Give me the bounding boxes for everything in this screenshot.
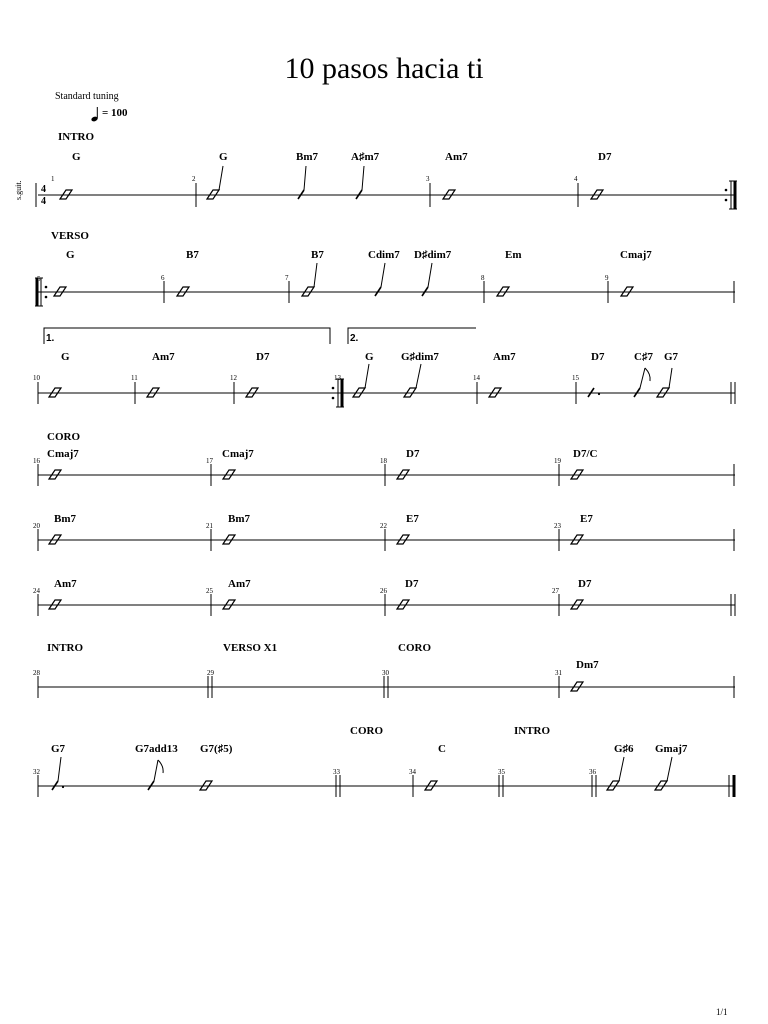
- chord-symbol: G7: [51, 743, 66, 755]
- chord-symbol: D7: [598, 151, 612, 163]
- system-3: [33, 328, 735, 407]
- chord-symbol: G7(♯5): [200, 743, 233, 755]
- volta-number: 1.: [46, 333, 55, 344]
- section-label: CORO: [398, 642, 431, 654]
- chord-symbol: C: [438, 743, 446, 755]
- bar-number: 36: [589, 768, 596, 776]
- chord-symbol: Am7: [493, 351, 516, 363]
- bar-number: 21: [206, 522, 213, 530]
- chord-symbol: D7: [406, 448, 420, 460]
- rhythm-slashes: [60, 166, 603, 199]
- tempo-marking: = 100: [102, 107, 128, 119]
- chord-symbol: Cmaj7: [47, 448, 79, 460]
- section-label: VERSO X1: [223, 642, 278, 654]
- chord-symbol: G: [219, 151, 228, 163]
- chord-symbol: G7: [664, 351, 679, 363]
- chord-symbol: Am7: [152, 351, 175, 363]
- bar-number: 17: [206, 457, 213, 465]
- chord-symbol: Cmaj7: [620, 249, 652, 261]
- bar-number: 10: [33, 374, 40, 382]
- chord-symbol: B7: [186, 249, 199, 261]
- rhythm-slashes: [52, 757, 672, 790]
- section-label: INTRO: [47, 642, 84, 654]
- chord-symbol: G♯6: [614, 743, 634, 755]
- time-signature-bottom: 4: [41, 196, 46, 207]
- system-1: [36, 131, 737, 209]
- rhythm-slashes: [54, 263, 633, 296]
- bar-number: 16: [33, 457, 40, 465]
- bar-number: 3: [426, 175, 430, 183]
- bar-number: 32: [33, 768, 40, 776]
- chord-symbol: A♯m7: [351, 151, 380, 163]
- chord-symbol: E7: [580, 513, 593, 525]
- bar-number: 9: [605, 274, 609, 282]
- bar-number: 11: [131, 374, 138, 382]
- bar-number: 14: [473, 374, 480, 382]
- volta-bracket-2: [348, 328, 476, 344]
- bar-number: 23: [554, 522, 561, 530]
- repeat-dot: [45, 296, 48, 299]
- chord-symbol: E7: [406, 513, 419, 525]
- repeat-dot: [725, 189, 728, 192]
- chord-symbol: G7add13: [135, 743, 178, 755]
- system-2: [35, 230, 735, 306]
- bar-number: 5: [37, 275, 41, 283]
- system-8: [33, 725, 735, 797]
- chord-symbol: D7: [256, 351, 270, 363]
- repeat-dot: [332, 397, 335, 400]
- bar-number: 20: [33, 522, 40, 530]
- section-label: INTRO: [58, 131, 95, 143]
- chord-symbol: D♯dim7: [414, 249, 452, 261]
- bar-number: 15: [572, 374, 579, 382]
- bar-number: 27: [552, 587, 559, 595]
- instrument-label: s.guit.: [14, 180, 23, 200]
- chord-symbol: D7: [591, 351, 605, 363]
- chord-symbol: Bm7: [54, 513, 76, 525]
- chord-symbol: Am7: [445, 151, 468, 163]
- bar-number: 31: [555, 669, 562, 677]
- bar-number: 18: [380, 457, 387, 465]
- bar-number: 24: [33, 587, 40, 595]
- repeat-dot: [45, 286, 48, 289]
- chord-symbol: Cmaj7: [222, 448, 254, 460]
- volta-bracket-1: [44, 328, 330, 344]
- bar-number: 25: [206, 587, 213, 595]
- chord-symbol: G: [61, 351, 70, 363]
- chord-symbol: C♯7: [634, 351, 653, 363]
- chord-symbol: G: [66, 249, 75, 261]
- chord-symbol: Gmaj7: [655, 743, 688, 755]
- bar-number: 1: [51, 175, 55, 183]
- bar-number: 7: [285, 274, 289, 282]
- chord-symbol: B7: [311, 249, 324, 261]
- bar-number: 13: [334, 374, 341, 382]
- chord-symbol: Am7: [54, 578, 77, 590]
- bar-number: 6: [161, 274, 165, 282]
- bar-number: 34: [409, 768, 416, 776]
- chord-symbol: D7: [405, 578, 419, 590]
- chord-symbol: Bm7: [296, 151, 318, 163]
- chord-symbol: Em: [505, 249, 522, 261]
- repeat-dot: [725, 199, 728, 202]
- bar-number: 4: [574, 175, 578, 183]
- bar-number: 2: [192, 175, 196, 183]
- chord-symbol: Cdim7: [368, 249, 400, 261]
- system-7: [33, 642, 735, 698]
- bar-number: 12: [230, 374, 237, 382]
- bar-number: 35: [498, 768, 505, 776]
- chord-symbol: Am7: [228, 578, 251, 590]
- bar-number: 26: [380, 587, 387, 595]
- repeat-dot: [332, 387, 335, 390]
- system-5: [33, 513, 735, 551]
- time-signature-top: 4: [41, 184, 46, 195]
- bar-number: 30: [382, 669, 389, 677]
- section-label: VERSO: [51, 230, 89, 242]
- bar-number: 19: [554, 457, 561, 465]
- chord-symbol: G: [365, 351, 374, 363]
- chord-symbol: Bm7: [228, 513, 250, 525]
- song-title: 10 pasos hacia ti: [284, 52, 484, 85]
- chord-symbol: D7/C: [573, 448, 598, 460]
- bar-number: 33: [333, 768, 340, 776]
- chord-symbol: D7: [578, 578, 592, 590]
- bar-number: 29: [207, 669, 214, 677]
- chord-symbol: G: [72, 151, 81, 163]
- chord-symbol: G♯dim7: [401, 351, 439, 363]
- section-label: INTRO: [514, 725, 551, 737]
- section-label: CORO: [350, 725, 383, 737]
- bar-number: 22: [380, 522, 387, 530]
- chord-symbol: Dm7: [576, 659, 599, 671]
- volta-number: 2.: [350, 333, 359, 344]
- tuning-label: Standard tuning: [55, 91, 119, 102]
- section-label: CORO: [47, 431, 80, 443]
- system-4: [33, 431, 735, 486]
- bar-number: 28: [33, 669, 40, 677]
- bar-number: 8: [481, 274, 485, 282]
- system-6: [33, 578, 735, 616]
- page-number: 1/1: [716, 1007, 728, 1017]
